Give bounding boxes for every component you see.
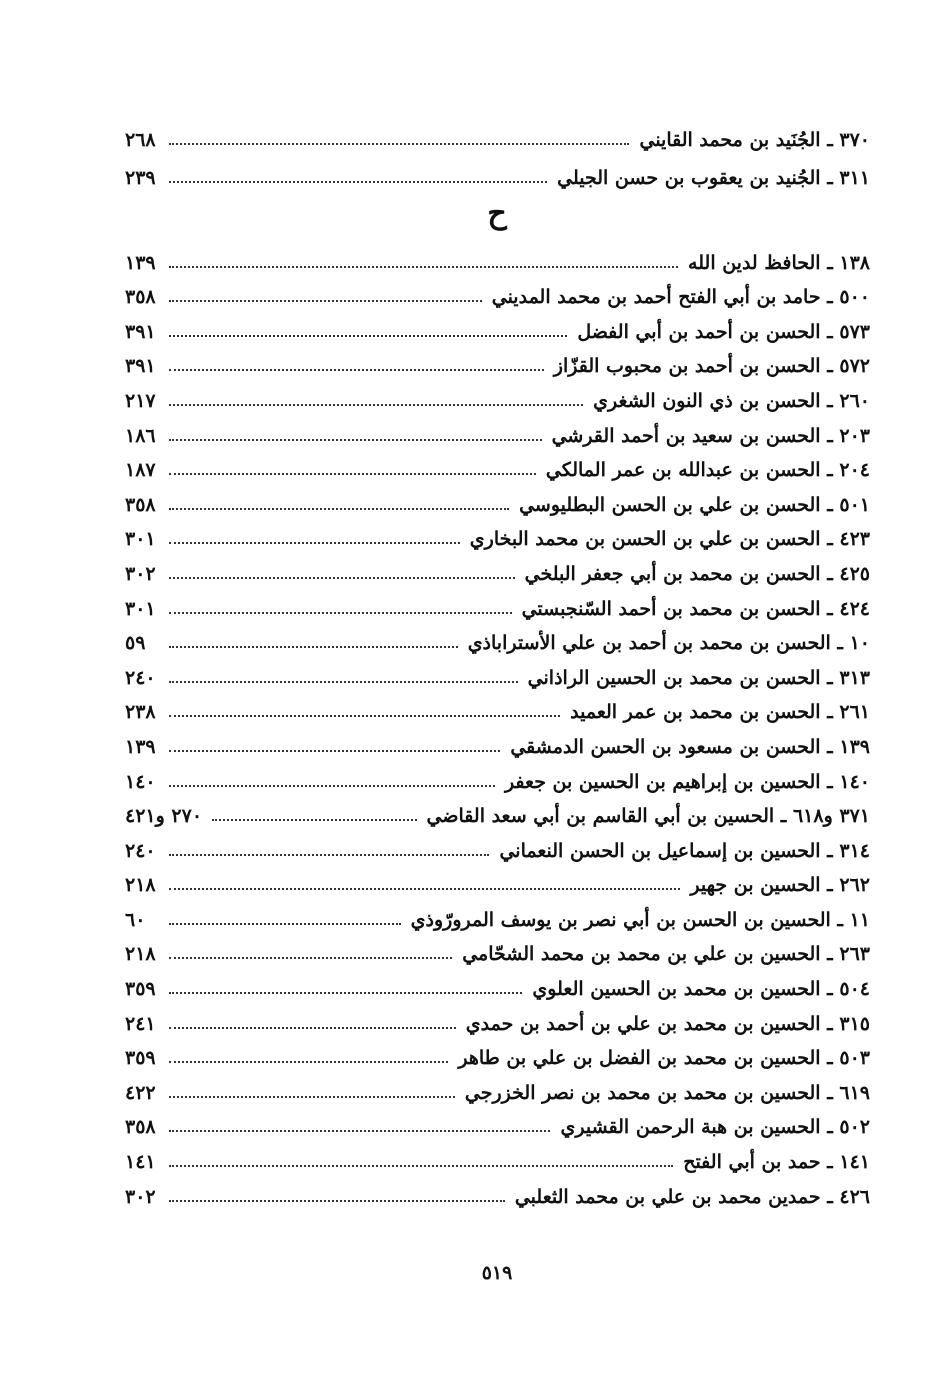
dot-leader [169, 404, 583, 406]
entry-page-number: ٤٢٢ [125, 1081, 156, 1104]
index-entry [125, 861, 870, 896]
entry-page-number: ٣٠٢ [125, 562, 156, 585]
index-entry [125, 446, 870, 481]
entry-page-number: ٢١٨ [125, 874, 156, 897]
index-entry [125, 480, 870, 515]
dot-leader [169, 854, 489, 856]
index-entry [125, 1034, 870, 1069]
entry-title: ٥٠١ ـ الحسن بن علي بن الحسن البطليوسي [519, 493, 870, 516]
entry-page-number: ٢٤٠ [125, 839, 156, 862]
dot-leader [169, 1200, 505, 1202]
dot-leader [169, 300, 482, 302]
entry-title: ١٣٨ ـ الحافظ لدين الله [688, 251, 870, 274]
dot-leader [169, 542, 460, 544]
entry-title: ٣١٥ ـ الحسين بن محمد بن علي بن أحمد بن حمدي [465, 1012, 870, 1035]
dot-leader [169, 646, 458, 648]
dot-leader [169, 957, 452, 959]
dot-leader [169, 750, 500, 752]
dot-leader [169, 992, 522, 994]
entry-title: ٢٦١ ـ الحسن بن محمد بن عمر العميد [570, 701, 870, 724]
index-entry [125, 1068, 870, 1103]
entry-page-number: ١٤٠ [125, 770, 156, 793]
entry-page-number: ١٨٦ [125, 424, 156, 447]
dot-leader [169, 577, 515, 579]
dot-leader [169, 1165, 673, 1167]
entry-title: ٥٧٣ ـ الحسن بن أحمد بن أبي الفضل [577, 320, 870, 343]
entry-title: ٣٧٠ ـ الجُنَيد بن محمد القايني [639, 129, 870, 151]
dot-leader [169, 888, 680, 890]
entry-title: ٢٠٣ ـ الحسن بن سعيد بن أحمد القرشي [551, 424, 870, 447]
section-letter-heading: ح [487, 196, 507, 231]
entry-title: ٣١٤ ـ الحسين بن إسماعيل بن الحسن النعماني [499, 839, 870, 862]
dot-leader [212, 819, 416, 821]
entry-page-number: ٢٣٩ [125, 167, 156, 189]
index-list-top [125, 112, 870, 188]
entry-title: ٣١٣ ـ الحسن بن محمد بن الحسين الراذاني [527, 666, 870, 689]
index-entry [125, 964, 870, 999]
dot-leader [169, 681, 518, 683]
entry-page-number: ١٨٧ [125, 459, 156, 482]
entry-page-number: ٢١٧ [125, 389, 156, 412]
entry-title: ٦١٩ ـ الحسين بن محمد بن محمد بن نصر الخزرجي [464, 1081, 870, 1104]
entry-title: ٥٠٢ ـ الحسين بن هبة الرحمن القشيري [560, 1116, 870, 1139]
entry-title: ٢٦٣ ـ الحسين بن علي بن محمد بن محمد الشحّامي [462, 943, 870, 966]
index-entry [125, 376, 870, 411]
index-entry [125, 653, 870, 688]
entry-page-number: ٢٤٠ [125, 666, 156, 689]
entry-page-number: ٢٦٨ [125, 129, 156, 151]
entry-page-number: ٣٠٢ [125, 1185, 156, 1208]
entry-page-number: ٦٠ [125, 908, 146, 931]
dot-leader [169, 439, 542, 441]
entry-title: ٣٧١ و٦١٨ ـ الحسين بن أبي القاسم بن أبي سعد القاضي [426, 805, 870, 828]
entry-page-number: ٥٩ [125, 632, 146, 655]
index-entry [125, 1137, 870, 1172]
entry-page-number: ٣٠١ [125, 597, 156, 620]
entry-title: ٢٦٢ ـ الحسين بن جهير [690, 874, 870, 897]
entry-title: ٥٠٣ ـ الحسين بن محمد بن الفضل بن علي بن طاهر [458, 1047, 870, 1070]
entry-title: ٥٧٢ ـ الحسن بن أحمد بن محبوب القزّاز [553, 355, 870, 378]
index-entry [125, 342, 870, 377]
index-list-main [125, 238, 870, 1207]
dot-leader [169, 369, 544, 371]
entry-title: ٥٠٤ ـ الحسين بن محمد بن الحسين العلوي [532, 978, 870, 1001]
entry-page-number: ٢١٨ [125, 943, 156, 966]
entry-page-number: ٢٣٨ [125, 701, 156, 724]
index-entry [125, 515, 870, 550]
index-entry [125, 895, 870, 930]
dot-leader [169, 1027, 456, 1029]
entry-title: ٤٢٤ ـ الحسن بن محمد بن أحمد السّنجبستي [521, 597, 870, 620]
entry-page-number: ٣٥٩ [125, 978, 156, 1001]
dot-leader [169, 473, 536, 475]
entry-page-number: ٣٥٨ [125, 286, 156, 309]
entry-page-number: ١٣٩ [125, 251, 156, 274]
entry-title: ١٠ ـ الحسن بن محمد بن أحمد بن علي الأستراباذي [467, 632, 870, 655]
index-entry [125, 1103, 870, 1138]
entry-page-number: ٣٩١ [125, 320, 156, 343]
entry-page-number: ٣٥٩ [125, 1047, 156, 1070]
entry-page-number: ١٣٩ [125, 735, 156, 758]
index-entry [125, 688, 870, 723]
entry-page-number: ٣٠١ [125, 528, 156, 551]
dot-leader [169, 923, 401, 925]
dot-leader [169, 1096, 455, 1098]
index-entry [125, 150, 870, 188]
index-entry [125, 411, 870, 446]
dot-leader [169, 785, 495, 787]
entry-title: ١٤٠ ـ الحسين بن إبراهيم بن الحسين بن جعفر [504, 770, 870, 793]
index-entry [125, 757, 870, 792]
dot-leader [169, 612, 512, 614]
entry-title: ٤٢٣ ـ الحسن بن علي بن الحسن بن محمد البخاري [469, 528, 870, 551]
entry-title: ١١ ـ الحسين بن الحسن بن أبي نصر بن يوسف المرورّوذي [410, 908, 870, 931]
entry-title: ١٣٩ ـ الحسن بن مسعود بن الحسن الدمشقي [510, 735, 870, 758]
entry-page-number: ٣٩١ [125, 355, 156, 378]
dot-leader [169, 143, 629, 145]
dot-leader [169, 1061, 448, 1063]
index-entry [125, 722, 870, 757]
entry-page-number: ٣٥٨ [125, 1116, 156, 1139]
index-entry [125, 999, 870, 1034]
entry-page-number: ٢٧٠ و٤٢١ [125, 805, 203, 828]
entry-page-number: ١٤١ [125, 1151, 156, 1174]
dot-leader [169, 181, 547, 183]
page-number: ٥١٩ [481, 1262, 513, 1284]
dot-leader [169, 266, 678, 268]
index-entry [125, 112, 870, 150]
entry-title: ٣١١ ـ الجُنيد بن يعقوب بن حسن الجيلي [557, 167, 870, 189]
dot-leader [169, 335, 567, 337]
dot-leader [169, 715, 560, 717]
index-entry [125, 792, 870, 827]
index-entry [125, 584, 870, 619]
entry-title: ٥٠٠ ـ حامد بن أبي الفتح أحمد بن محمد المديني [491, 286, 870, 309]
dot-leader [169, 508, 509, 510]
dot-leader [169, 1130, 550, 1132]
index-entry [125, 238, 870, 273]
entry-title: ٤٢٦ ـ حمدين محمد بن علي بن محمد الثعلبي [514, 1185, 870, 1208]
index-entry [125, 930, 870, 965]
entry-title: ٢٠٤ ـ الحسن بن عبدالله بن عمر المالكي [545, 459, 870, 482]
index-entry [125, 549, 870, 584]
index-entry [125, 1172, 870, 1207]
index-entry [125, 619, 870, 654]
entry-title: ٢٦٠ ـ الحسن بن ذي النون الشغري [593, 389, 870, 412]
entry-title: ٤٢٥ ـ الحسن بن محمد بن أبي جعفر البلخي [524, 562, 870, 585]
entry-page-number: ٣٥٨ [125, 493, 156, 516]
index-entry [125, 307, 870, 342]
entry-page-number: ٢٤١ [125, 1012, 156, 1035]
index-entry [125, 273, 870, 308]
index-entry [125, 826, 870, 861]
entry-title: ١٤١ ـ حمد بن أبي الفتح [683, 1151, 870, 1174]
